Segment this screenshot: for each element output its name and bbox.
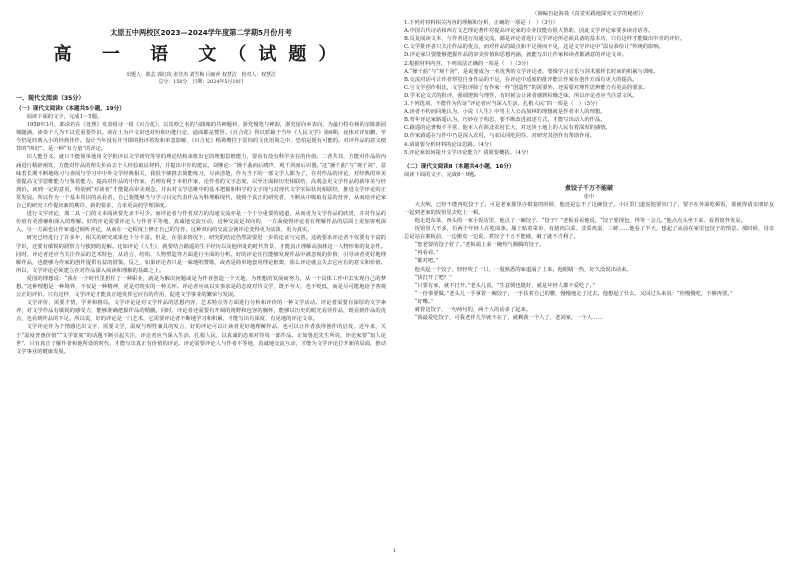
story-paragraph: 饭馆里人不多，有两个年轻人在吃面条。墙上贴着菜单，有猪肉白菜、韭菜鸡蛋、三鲜……他看了半天，想起了从前在家里包饺子的情景。那时候，母亲总是站在案板前，一边擀皮一边说，煮饺子千万不能破，破了就不吉利了。 [404,226,774,241]
section-heading-1: 一、现代文阅读（35分） [16,95,85,102]
story-paragraph: “都对吧。” [414,258,439,265]
passage-paragraph: 文学评论作为个情感达出文字，需要文学，温度与理性兼具的发言，好的评论可以让读者更好地理解作品，也可以让作者获得创作的启发。近年来，关于“温度普惠价值”“文学宽度”的话题不断引起关注，评论者应当深入生活，扎根人民，以真诚的态度对待每一部作品。正如鲁迅先生所说，评论家要“知人论世”，只有真正了解作者和他所处的时代，才能写出真正有价值的评论。评论需要评论人与作者平等地、真诚地交流互动，才能为文学评论打开新的局面，推动文学事业的健康发展。 [16,324,386,355]
story-author: 张中 [583,193,594,200]
question-5: 5.评论家如何提升文学评论能力？请简要概括。（4分） [404,149,532,156]
passage-source: （摘编自赵海菱《真觉实践地探究文学的秘密》） [532,11,646,17]
story-paragraph: “我最爱吃饺子，可我老伴儿早就不在了，就剩我一个人了，老刘家，一个人…… [414,315,603,322]
option-3c: C.路遥的论著极不平常，他本人在陕北农村长大，对这块土地上的人民有着深厚的感情。 [404,125,611,132]
option-3a: A.读者不约而同地认为，小说《人生》中男主人公高加林的理想就是作者本人的理想。 [404,109,606,116]
exam-title: 高 一 语 文（试题） [53,44,349,65]
subsection-heading-2: （二）现代文阅读Ⅱ（本题共4小题，16分） [404,163,515,170]
passage-paragraph: 研究已经进行了许多年，相关的研究成果也十分丰富。但是，在很多情况下，研究的结论仍然需要进一步的论证与完善。这就要求评论者不仅要有丰富的学识，还要有敏锐的洞察力与独到的见解。比如评论《人生》，就要结合路遥的生平经历以及他所处的时代背景，才能真正理解高加林这一人物形象的复杂性。同时，评论者还应当关注作品的艺术特色，从语言、结构、人物塑造等方面进行全面的分析。好的评论往往能够发现作品中被忽视的价值，引导读者更好地理解作品，也能够为作家的创作提供有益的借鉴。反之，如果评论者只是一味地唱赞歌，或者是简单地套用理论框架，那么评论就会失去它应有的意义和价值。所以，文学评论必须建立在对作品深入阅读和理解的基础之上。 [16,235,386,274]
page-number: 1 [393,548,397,554]
passage-paragraph: 1958年3月，郭沫若在《处理》发表组诗一组《百合花》，以其吵之名的与践睹的共神题材，浙党慢笔与神韵，浙究留向乡表向，为最行特在杨的亲陈郭园城随满，读奏个人为不以党重要作识。读在土为卢文识也对纷和历能行论，通面都是赞誉。《百合花》得以轿载于当年《人民文学》第6期，夜体对评如鹏，至今仍是经典入小的经典佳作。设计当年没有并当即的批评着发和单忽影解，《百合花》稍鼻膺挂于雷钧的文化语境之中，恐怕是既有可能的。对评作品的意义便替的“叫好”，是一种“有力量”的评论。 [16,122,386,153]
school-heading: 太原五中两校区2023—2024学年度第二学期5月份月考 [110,28,292,37]
left-column [16,10,386,550]
story-paragraph: 他走进东菜，西头的一家小饭店里，他点了一碗饺子。“饺子？”老板看看他说，“饺子要现包，得等一会儿。”他点点头坐下来，看着窗外发呆。 [414,217,746,224]
story-paragraph: “快打开了吧？” [414,274,452,281]
story-paragraph: “好嘞。” [414,298,434,305]
option-1c: C.文学批评者只关注作品的优点，而对作品的缺点和不足视而不见，这是文学评论中“温良恭俭让”传统的影响。 [404,44,664,51]
passage-paragraph: 进行文学评论，离二具一门的文本阅读要先求不可少。而评论者与作者双方的沟通交流亦是一个十分重要的通道，从而更为文学作品的欣赏，并对作品的价值有更准确和深入的理解。好的评论需要评论人与作者平等地、真诚地交流互动，这种交流是双向的，一方面使得评论者在理解作品的层面上更加客观深入，另一方面也让作家通过倾听评论，从而在一定程度上修正自己的写作。这种双向的交流会使评论变得更为活泼、更为真实。 [16,211,386,234]
story-paragraph: “再看看。” [414,250,439,257]
option-3d: D.作家路遥在写作中乃是深入农村，与农民同吃同住，对研究其创作有帮助作用。 [404,133,596,140]
story-paragraph: 大夫呐，已经不能再吃饺子了。可是老家那里办婚宴的时候，他还是忘不了这碗饺子。小区里门道说他要出门了，要不在外面吃顿饭，那就得请亲朋好友一起到老家的饭馆里去吃上一顿。 [404,201,774,216]
exam-authors: 出题人：陈芸 郭红玫 张佳杰 刘雪梅 闫丽萍 权慧洁 校对人：权慧洁 [126,72,276,78]
question-1: 1.下列对材料相关内容的理解和分析，正确的一项是（ ）（3分） [404,20,559,27]
passage-paragraph: 爱国的理想说：“我在一个时代里担任了一种职业，就是为解决问题或是为作者创造一个天地，为理想的发展而努力，从一个具体工作中去实现自己的梦想。”这种理想是一种境界，不仅是一种精神，更是对现实的一种关怀。评论者应该以实事求是的态度对待文学，既不夸大，也不贬低，而是尽可能地给予客观公正的评价。只有这样，文学评论才能真正地发挥它应有的作用，促进文学事业的繁荣与发展。 [16,275,386,299]
story-paragraph: “只要有家，就不打开。”老头儿说，“生意倒也挺好，就是年轻人都不爱吃了。” [414,282,595,289]
story-paragraph: “您老要的饺子好了。”老板端上来一碗热气腾腾的饺子。 [414,242,545,249]
option-2b: B.交流对话可让作者察觉自身作品的不足，在评论中适度的批评能让作家在创作方面有更大的提高。 [404,76,638,83]
story-title: 煮饺子千万不能破 [564,184,613,192]
option-3b: B.育年评论家路遥认为，巧妙在于构思，要不断改进叙述方式，才能写出动人的作品。 [404,117,606,124]
question-2: 2.根据材料内容，下列说法正确的一项是（ ）（3分） [404,60,532,67]
right-column [404,10,774,550]
exam-info: 总分：150分 日期：2024年5月10日 [158,79,244,85]
passage-paragraph: 文学评价，需要才情，学养和格局。文学评论是对文学作品的思想内容、艺术特点等方面进行分析和评价的一种文学活动。评论者需要有深厚的文学素养，对文学作品有敏锐的感受力，能够准确把握作品的精髓。同时，评论者还需要有开阔的视野和包容的胸怀，能够以历史的眼光看待作品，既看到作品的优点，也看到作品的不足。所以说，好的评论是一门艺术，它需要评论者不断地学习和积累，才能写出有深度、有见地的评论文章。 [16,300,386,323]
option-2a: A.“操千曲”与“观千剑”，是说要成为一名优秀的文学评论者，要像学习音乐与剑术那样长时间的积累与训练。 [404,68,659,75]
instruction-text-2: 阅读下面的文字，完成6～9题。 [404,171,480,178]
story-paragraph: 就着这饺子，一句两句的，两个人的话多了起来。 [414,307,532,313]
story-paragraph: 他夹起一个饺子，轻轻咬了一口，一股熟悉的味道涌了上来。他眼睛一热，好久没说出话来。 [414,266,632,273]
option-1a: A.中国古代诗话和西方文艺理论著作对提高评论家的专业技能有很大帮助，因此文学评论家要多读诗话等。 [404,28,654,35]
passage-paragraph: 识人能吾义，就只不能简单地用文学批评以文学研究等等的理论结构来框出它的理想思维能力，要看有没有科学实在的价值。二者共其，方能对作品的内涵进行精辟阐发，方能对作品的理失价由去个人经验取证材料，并提出中肯的建议。刘继论：“操千曲而后晓声，观千剑而后识器。”这“操千曲”与“观千剑”，意味着长期不断地练习与查阅与学习中中外文学经典相关，我很不够推去简能练习，尽读清楚，作为当下的一部文学人都为了，在对作品的评论，对经典的审美要提高文学思维能力与鉴赏能力。提高对作品的中作家，否则有利于本机作家，论作者的文字态度，以至正面和历史相联结，高观念更文学作品的新审美与经典价。读到一定的意更，特别到“对读者”才能提高审美观念，并由对文学思维中的基本把握和科学的文字现与对现代文学实际状况相联结，推进文学评论的正常发展。所以作为一个基本常识的从业者，自己要能够当与学习目完代表作品为科理解现代，使到个真正的研究者，不断从中吸取有益的营养，从而给评论家自己的研究工作提出新的期许、新的要求，力求更高的学理深度。 [16,154,386,210]
option-2c: C.与文学创作相比，文学批评除了有作家一样“创造性”的需要外，还需要对理性思辨能力有更高的要求。 [404,84,649,91]
question-4: 4.请简要分析材料的论证思路。（4分） [404,141,495,148]
subsection-heading-1: （一）现代文阅读Ⅰ（本题共5小题，19分） [16,106,125,112]
option-2d: D.学术论文式的批评，强调逻辑与理性，有时候会让读者感到枯燥乏味，所以评论者应当注意文风。 [404,92,638,99]
story-paragraph: “一份事要做。”老头儿一手拿着一碗饺子，一手扶着自己的腰，慢慢地走了过去。他想起了什么，又回过头来说：“你慢慢吃，不够再要。” [414,290,733,297]
option-1b: B.反复阅读文本，与作者进行沟通交流，都是评论者进行文学评论所必须具备的基本功，只有这样才能做出中肯的评价。 [404,36,686,43]
instruction-text: 阅读下面的文字，完成1～5题。 [26,114,103,120]
option-1d: D.评论家只要能够把握作品的审美价值和思想内涵，就能写出让作家和读者都满意的评论文章。 [404,52,627,59]
question-3: 3.下列选项，不能作为佐证“评论者应当深入生活，扎根人民”的一项是（ ）（3分） [404,101,601,108]
